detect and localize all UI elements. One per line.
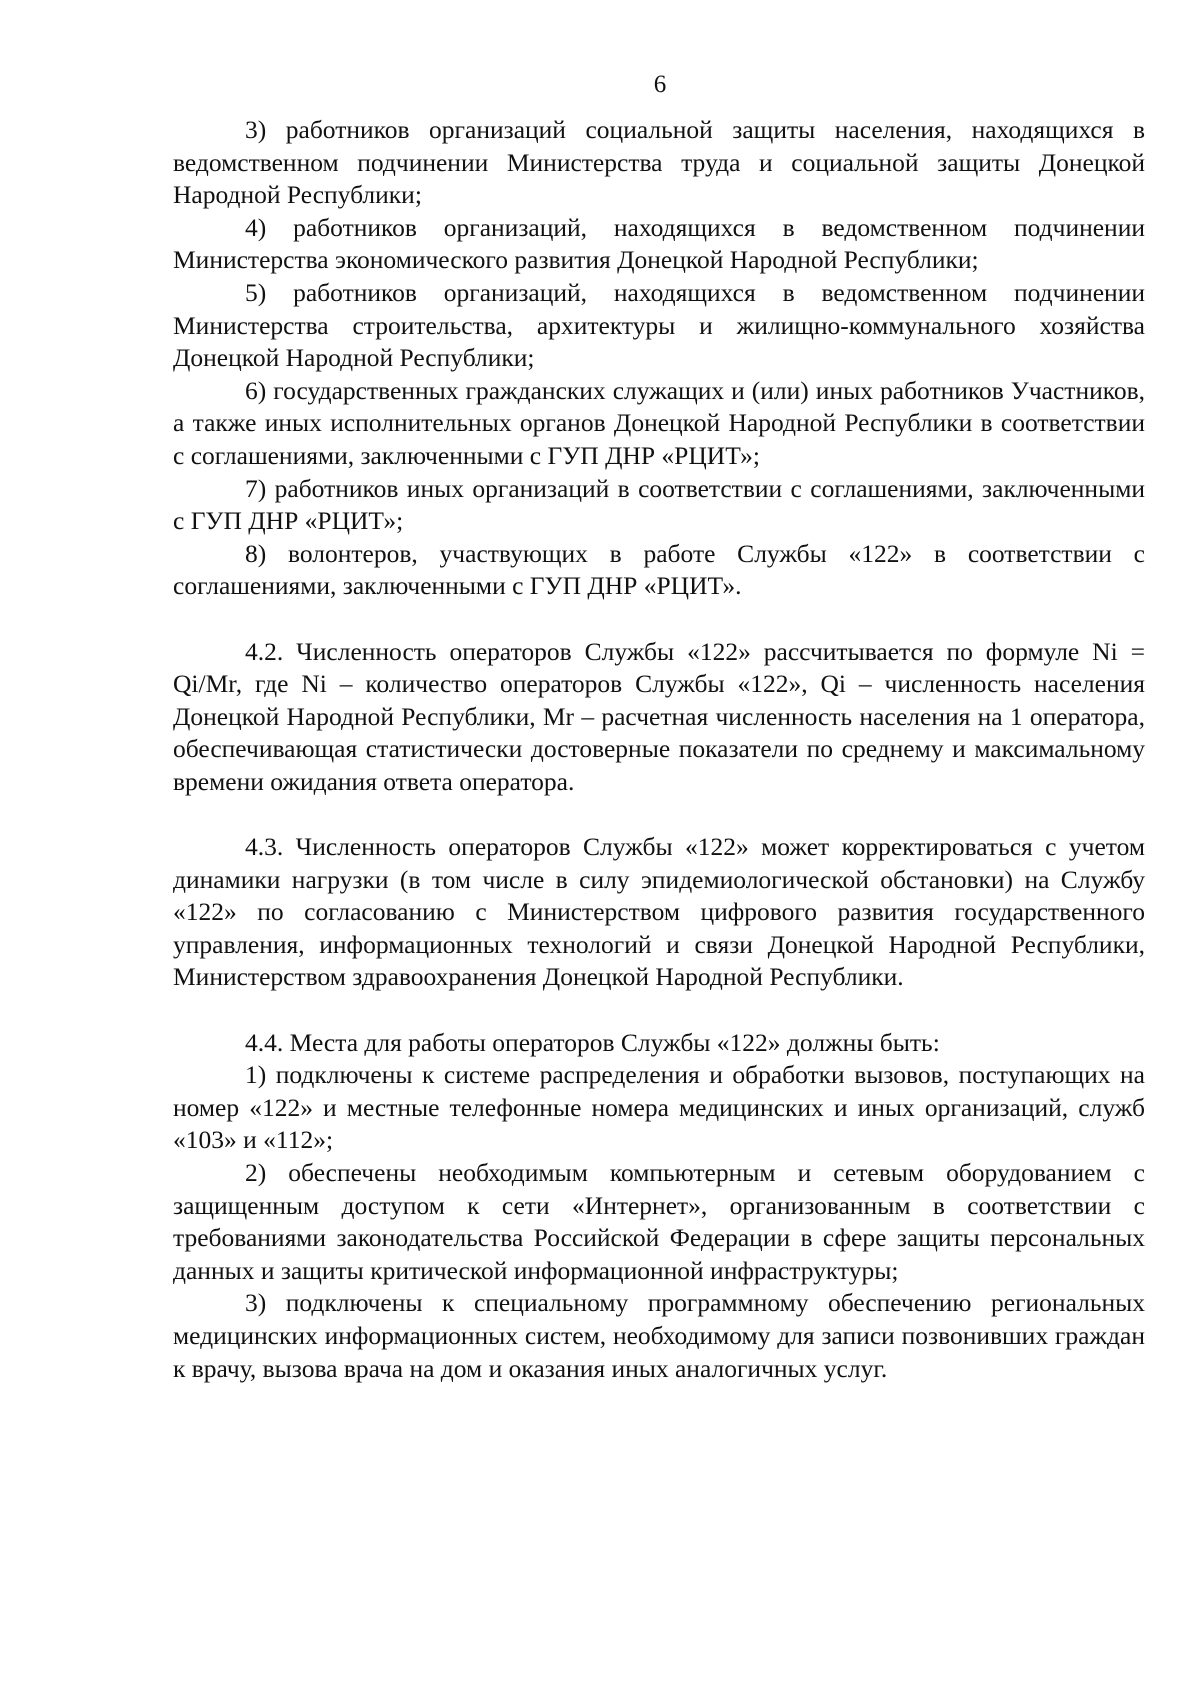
paragraph: 6) государственных гражданских служащих и (или) иных работников Участников, а также иных исполнительных органов Донецкой Народной Республики в соответствии с соглашениями, заключенными с ГУП ДНР «РЦИТ»; bbox=[173, 375, 1145, 470]
document-body bbox=[173, 114, 1145, 1385]
paragraph: 4.4. Места для работы операторов Службы «122» должны быть: bbox=[245, 1027, 940, 1057]
paragraph: 7) работников иных организаций в соответствии с соглашениями, заключенными с ГУП ДНР «РЦИТ»; bbox=[173, 473, 1145, 536]
paragraph: 4.3. Численность операторов Службы «122» может корректироваться с учетом динамики нагрузки (в том числе в силу эпидемиологической обстановки) на Службу «122» по согласованию с Министерством цифрового развития государственного управления, информационных технологий и связи Донецкой Народной Республики, Министерством здравоохранения Донецкой Народной Республики. bbox=[173, 832, 1145, 992]
paragraph: 2) обеспечены необходимым компьютерным и сетевым оборудованием с защищенным доступом к сети «Интернет», организованным в соответствии с требованиями законодательства Российской Федерации в сфере защиты персональных данных и защиты критической информационной инфраструктуры; bbox=[173, 1158, 1145, 1285]
paragraph: 4) работников организаций, находящихся в ведомственном подчинении Министерства экономического развития Донецкой Народной Республики; bbox=[173, 212, 1145, 275]
page-number: 6 bbox=[653, 71, 667, 98]
paragraph: 1) подключены к системе распределения и обработки вызовов, поступающих на номер «122» и местные телефонные номера медицинских и иных организаций, служб «103» и «112»; bbox=[173, 1060, 1145, 1155]
paragraph: 5) работников организаций, находящихся в ведомственном подчинении Министерства строительства, архитектуры и жилищно-коммунального хозяйства Донецкой Народной Республики; bbox=[173, 277, 1145, 373]
paragraph: 4.2. Численность операторов Службы «122» рассчитывается по формуле Ni = Qi/Mr, где Ni – количество операторов Службы «122», Qi – численность населения Донецкой Народной Республики, Mr – расчетная численность населения на 1 оператора, обеспечивающая статистически достоверные показатели по среднему и максимальному времени ожидания ответа оператора. bbox=[173, 636, 1145, 796]
paragraph: 3) подключены к специальному программному обеспечению региональных медицинских информационных систем, необходимому для записи позвонивших граждан к врачу, вызова врача на дом и оказания иных аналогичных услуг. bbox=[173, 1288, 1145, 1383]
paragraph: 8) волонтеров, участвующих в работе Службы «122» в соответствии с соглашениями, заключенными с ГУП ДНР «РЦИТ». bbox=[173, 538, 1145, 601]
paragraph: 3) работников организаций социальной защиты населения, находящихся в ведомственном подчинении Министерства труда и социальной защиты Донецкой Народной Республики; bbox=[173, 115, 1145, 210]
